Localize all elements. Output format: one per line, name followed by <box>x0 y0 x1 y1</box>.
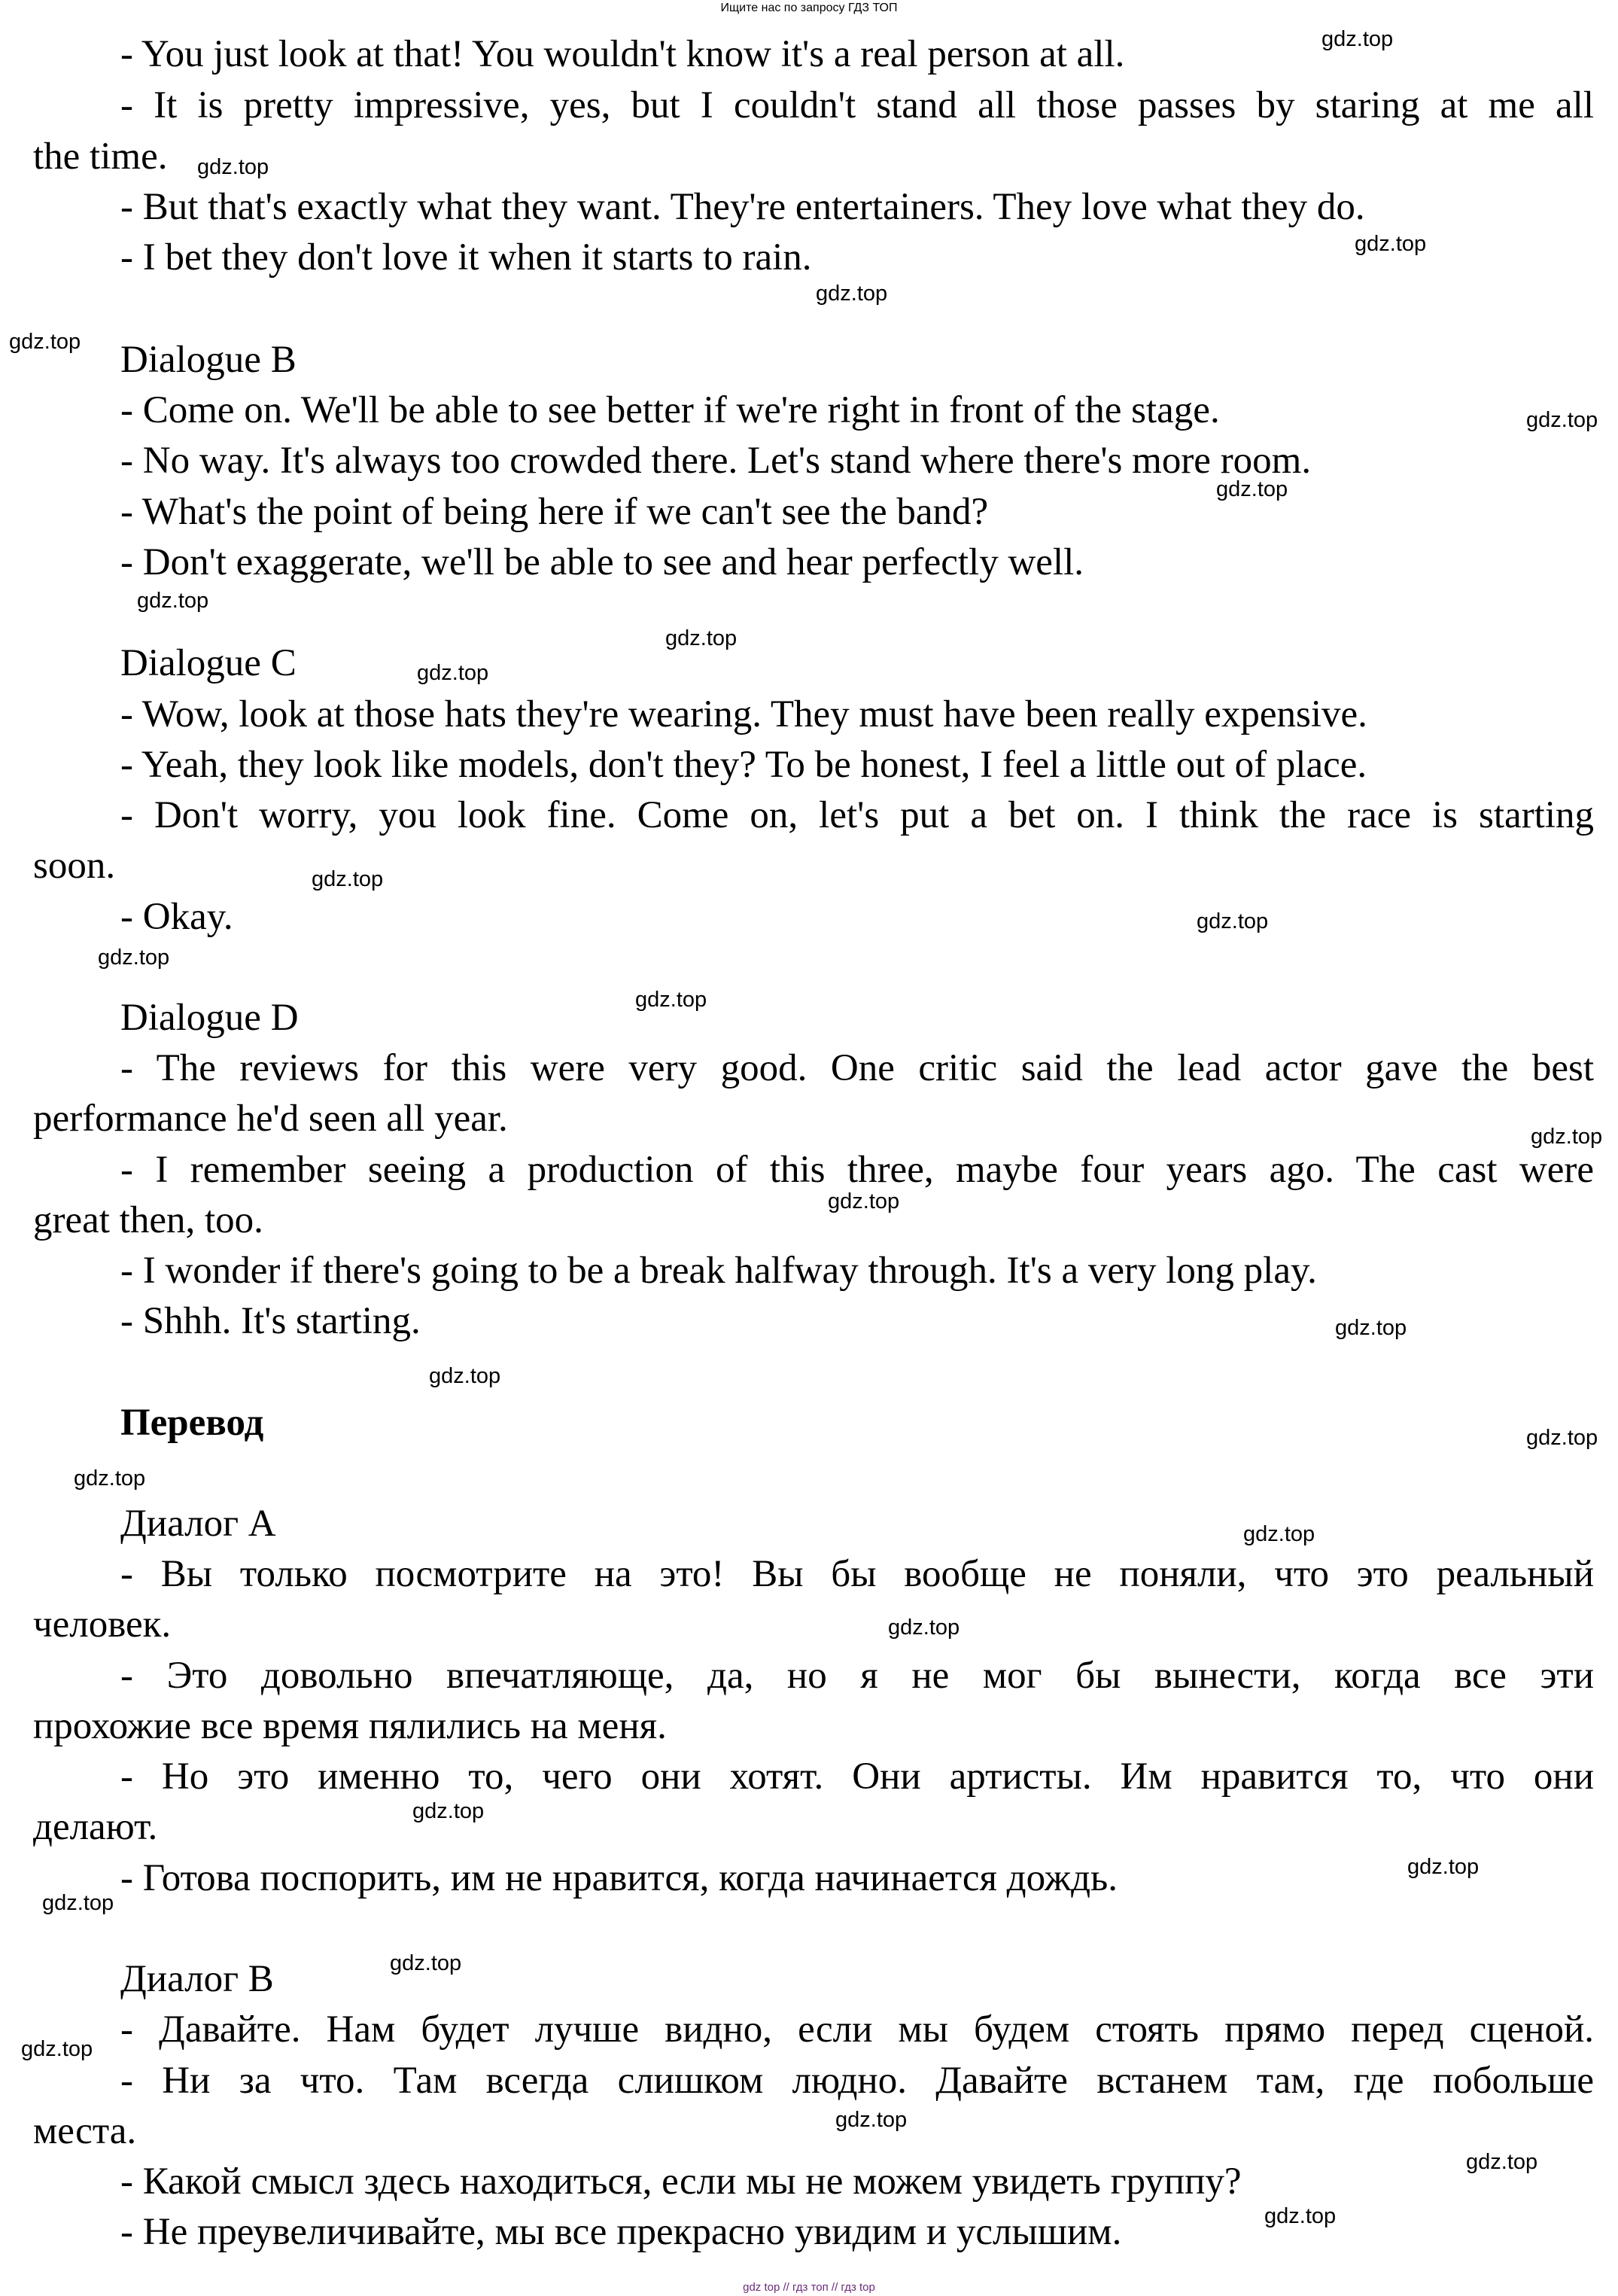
dialogue-heading: Dialogue B <box>120 339 297 381</box>
watermark: gdz.top <box>835 2108 908 2132</box>
watermark: gdz.top <box>412 1799 485 1823</box>
text-line: человек. <box>33 1603 172 1646</box>
text-line: делают. <box>33 1806 158 1848</box>
text-line: - Shhh. It's starting. <box>120 1300 421 1342</box>
text-line: - Ни за что. Там всегда слишком людно. Давайте встанем там, где побольше <box>120 2060 1594 2102</box>
watermark: gdz.top <box>1264 2204 1337 2228</box>
watermark: gdz.top <box>1197 909 1269 933</box>
dialogue-heading: Диалог А <box>120 1503 276 1545</box>
text-line: - Какой смысл здесь находиться, если мы не можем увидеть группу? <box>120 2160 1242 2203</box>
watermark: gdz.top <box>98 946 170 970</box>
watermark: gdz.top <box>1526 1426 1598 1450</box>
bottom-note: gdz top // гдз топ // гдз top <box>743 2281 875 2294</box>
watermark: gdz.top <box>1355 232 1427 256</box>
watermark: gdz.top <box>390 1951 462 1975</box>
watermark: gdz.top <box>1335 1316 1407 1340</box>
watermark: gdz.top <box>816 282 888 306</box>
watermark: gdz.top <box>312 867 384 891</box>
watermark: gdz.top <box>828 1189 900 1213</box>
dialogue-heading: Dialogue D <box>120 997 299 1039</box>
watermark: gdz.top <box>635 988 707 1012</box>
watermark: gdz.top <box>1526 408 1598 432</box>
text-line: - I remember seeing a production of this three, maybe four years ago. The cast were <box>120 1149 1594 1191</box>
text-line: прохожие все время пялились на меня. <box>33 1705 667 1747</box>
text-line: - Yeah, they look like models, don't they? To be honest, I feel a little out of place. <box>120 744 1367 786</box>
text-line: - Okay. <box>120 896 233 938</box>
text-line: great then, too. <box>33 1199 263 1241</box>
text-line: места. <box>33 2110 137 2152</box>
text-line: the time. <box>33 136 168 178</box>
watermark: gdz.top <box>888 1615 960 1640</box>
watermark: gdz.top <box>9 330 81 354</box>
watermark: gdz.top <box>1466 2150 1538 2174</box>
watermark: gdz.top <box>21 2037 93 2061</box>
translation-heading: Перевод <box>120 1402 264 1444</box>
text-line: - Wow, look at those hats they're wearing. They must have been really expensive. <box>120 693 1367 735</box>
text-line: - I bet they don't love it when it starts to rain. <box>120 236 812 279</box>
text-line: - The reviews for this were very good. One critic said the lead actor gave the best <box>120 1047 1594 1089</box>
text-line: - No way. It's always too crowded there. Let's stand where there's more room. <box>120 440 1312 482</box>
watermark: gdz.top <box>1531 1125 1603 1149</box>
text-line: - Вы только посмотрите на это! Вы бы вообще не поняли, что это реальный <box>120 1553 1594 1595</box>
text-line: performance he'd seen all year. <box>33 1098 508 1140</box>
text-line: - I wonder if there's going to be a break halfway through. It's a very long play. <box>120 1250 1317 1292</box>
watermark: gdz.top <box>74 1466 146 1491</box>
watermark: gdz.top <box>665 626 738 650</box>
watermark: gdz.top <box>42 1891 114 1915</box>
text-line: - Don't worry, you look fine. Come on, let's put a bet on. I think the race is starting <box>120 794 1594 836</box>
text-line: soon. <box>33 845 116 887</box>
watermark: gdz.top <box>1407 1855 1480 1879</box>
text-line: - Come on. We'll be able to see better if we're right in front of the stage. <box>120 389 1220 431</box>
watermark: gdz.top <box>1321 27 1394 51</box>
text-line: - Готова поспорить, им не нравится, когда начинается дождь. <box>120 1857 1118 1899</box>
text-line: - What's the point of being here if we can't see the band? <box>120 491 989 533</box>
watermark: gdz.top <box>1243 1522 1315 1546</box>
dialogue-heading: Диалог В <box>120 1958 274 2000</box>
text-line: - You just look at that! You wouldn't know it's a real person at all. <box>120 33 1125 75</box>
watermark: gdz.top <box>137 589 209 613</box>
watermark: gdz.top <box>197 155 269 179</box>
watermark: gdz.top <box>429 1364 501 1388</box>
text-line: - Это довольно впечатляюще, да, но я не мог бы вынести, когда все эти <box>120 1655 1594 1697</box>
text-line: - Don't exaggerate, we'll be able to see and hear perfectly well. <box>120 541 1084 583</box>
dialogue-heading: Dialogue C <box>120 642 297 684</box>
text-line: - But that's exactly what they want. They're entertainers. They love what they do. <box>120 186 1365 228</box>
text-line: - It is pretty impressive, yes, but I couldn't stand all those passes by staring at me all <box>120 84 1594 126</box>
text-line: - Не преувеличивайте, мы все прекрасно увидим и услышим. <box>120 2211 1122 2253</box>
text-line: - Но это именно то, чего они хотят. Они артисты. Им нравится то, что они <box>120 1755 1594 1798</box>
watermark: gdz.top <box>1216 477 1288 501</box>
text-line: - Давайте. Нам будет лучше видно, если мы будем стоять прямо перед сценой. <box>120 2008 1594 2051</box>
top-note: Ищите нас по запросу ГДЗ ТОП <box>720 2 898 14</box>
watermark: gdz.top <box>417 661 489 685</box>
